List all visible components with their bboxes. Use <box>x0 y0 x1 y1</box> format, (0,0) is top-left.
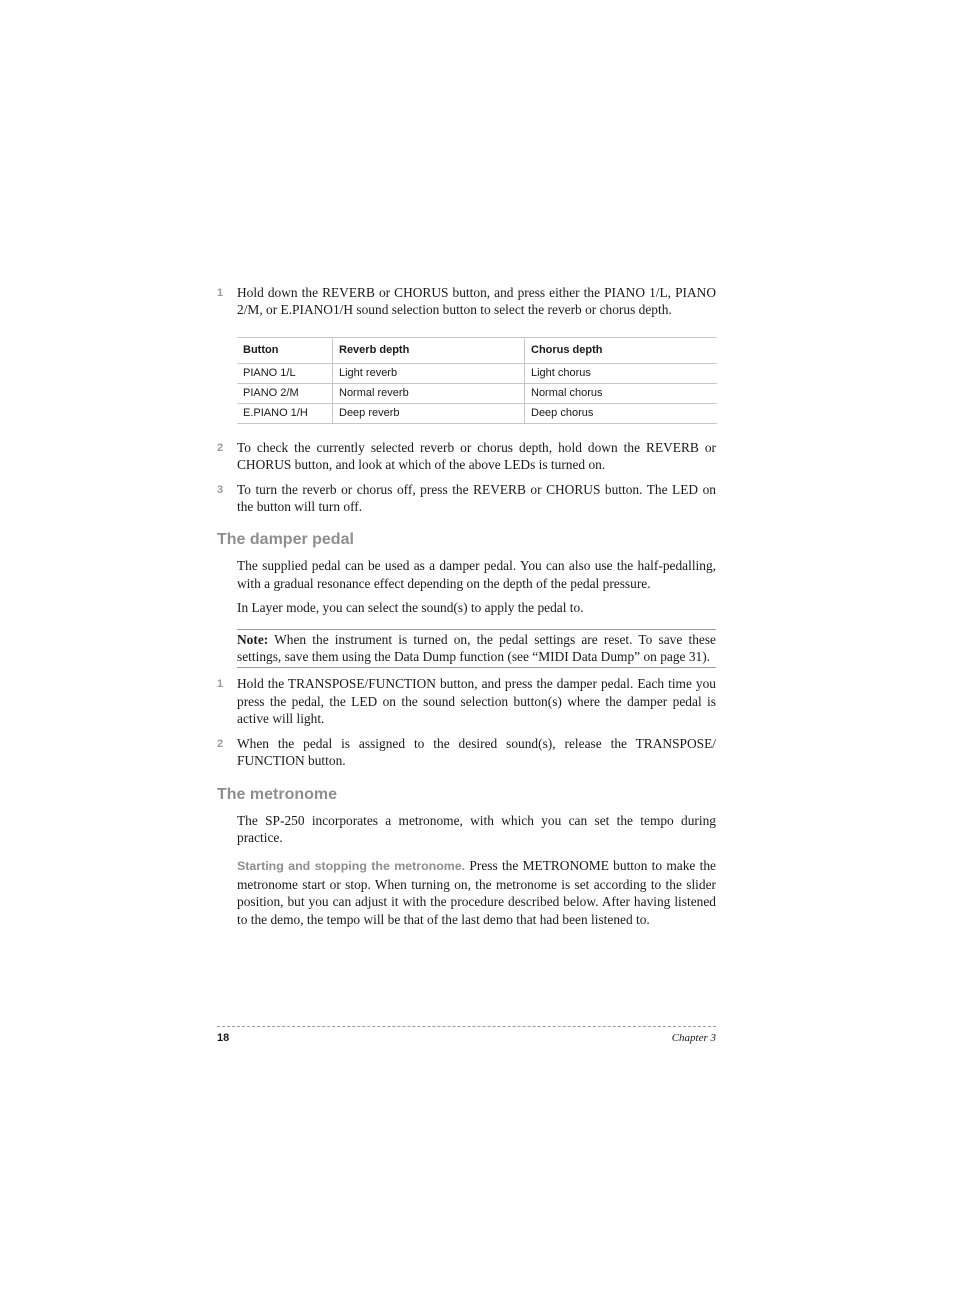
step-number: 3 <box>217 483 224 496</box>
table-header: Reverb depth <box>333 337 525 363</box>
table-cell: Light chorus <box>525 363 718 383</box>
metronome-paragraph: The SP-250 incorporates a metronome, with which you can set the tempo during practice. <box>237 812 716 845</box>
table-cell: E.PIANO 1/H <box>237 403 333 423</box>
step-number: 2 <box>217 441 224 454</box>
step-turn-off <box>217 481 716 516</box>
step-release-button <box>217 735 716 770</box>
page-content <box>217 284 716 928</box>
table-cell: PIANO 1/L <box>237 363 333 383</box>
step-text: Hold down the REVERB or CHORUS button, and press either the PIANO 1/L, PIANO 2/M, or E.PIANO1/H sound selection button to select the reverb or chorus depth. <box>237 285 716 318</box>
step-text: When the pedal is assigned to the desired sound(s), release the TRANSPOSE/ FUNCTION button. <box>237 735 716 769</box>
table-cell: Normal chorus <box>525 383 718 403</box>
note-label: Note: <box>237 631 269 647</box>
table-row <box>237 363 717 383</box>
page-footer <box>217 1026 716 1044</box>
metronome-start-stop-paragraph <box>237 857 716 928</box>
note-text: When the instrument is turned on, the pedal settings are reset. To save these settings, save them using the Data Dump function (see “MIDI Data Dump” on page 31). <box>237 631 716 665</box>
section-heading-metronome: The metronome <box>217 785 338 803</box>
step-number: 1 <box>217 287 224 299</box>
damper-paragraph: The supplied pedal can be used as a damper pedal. You can also use the half-pedalling, with a gradual resonance effect depending on the depth of the pedal pressure. <box>237 558 716 591</box>
table-cell: Light reverb <box>333 363 525 383</box>
chapter-label: Chapter 3 <box>671 1032 716 1044</box>
runin-heading: Starting and stopping the metronome. <box>237 859 466 874</box>
step-check-depth <box>217 439 716 474</box>
damper-layer-paragraph: In Layer mode, you can select the sound(s) to apply the pedal to. <box>237 600 584 616</box>
table-cell: Normal reverb <box>333 383 525 403</box>
table-cell: Deep chorus <box>525 403 718 423</box>
step-number: 1 <box>217 678 224 691</box>
table-row <box>237 383 717 403</box>
step-text: To check the currently selected reverb or chorus depth, hold down the REVERB or CHORUS button, and look at which of the above LEDs is turned on. <box>237 439 716 473</box>
table-header: Chorus depth <box>525 337 718 363</box>
section-heading-damper: The damper pedal <box>217 531 354 549</box>
step-text: Hold the TRANSPOSE/FUNCTION button, and press the damper pedal. Each time you press the pedal, the LED on the sound selection button(s) where the damper pedal is active will light. <box>237 676 716 727</box>
reverb-chorus-table <box>237 337 717 424</box>
step-text: To turn the reverb or chorus off, press the REVERB or CHORUS button. The LED on the button will turn off. <box>237 481 716 515</box>
table-row <box>237 403 717 423</box>
metronome-start-stop-text: Press the METRONOME button to make the metronome start or stop. When turning on, the metronome is set according to the slider position, but you can adjust it with the procedure described below. After having listened to the demo, the tempo will be that of the last demo that had been listened to. <box>237 858 716 927</box>
note-box <box>237 629 716 669</box>
step-assign-pedal <box>217 675 716 727</box>
table-header-row <box>237 337 717 363</box>
step-number: 2 <box>217 737 224 750</box>
table-cell: Deep reverb <box>333 403 525 423</box>
table-cell: PIANO 2/M <box>237 383 333 403</box>
table-header: Button <box>237 337 333 363</box>
step-reverb-select <box>217 284 716 319</box>
page-number: 18 <box>217 1032 230 1044</box>
